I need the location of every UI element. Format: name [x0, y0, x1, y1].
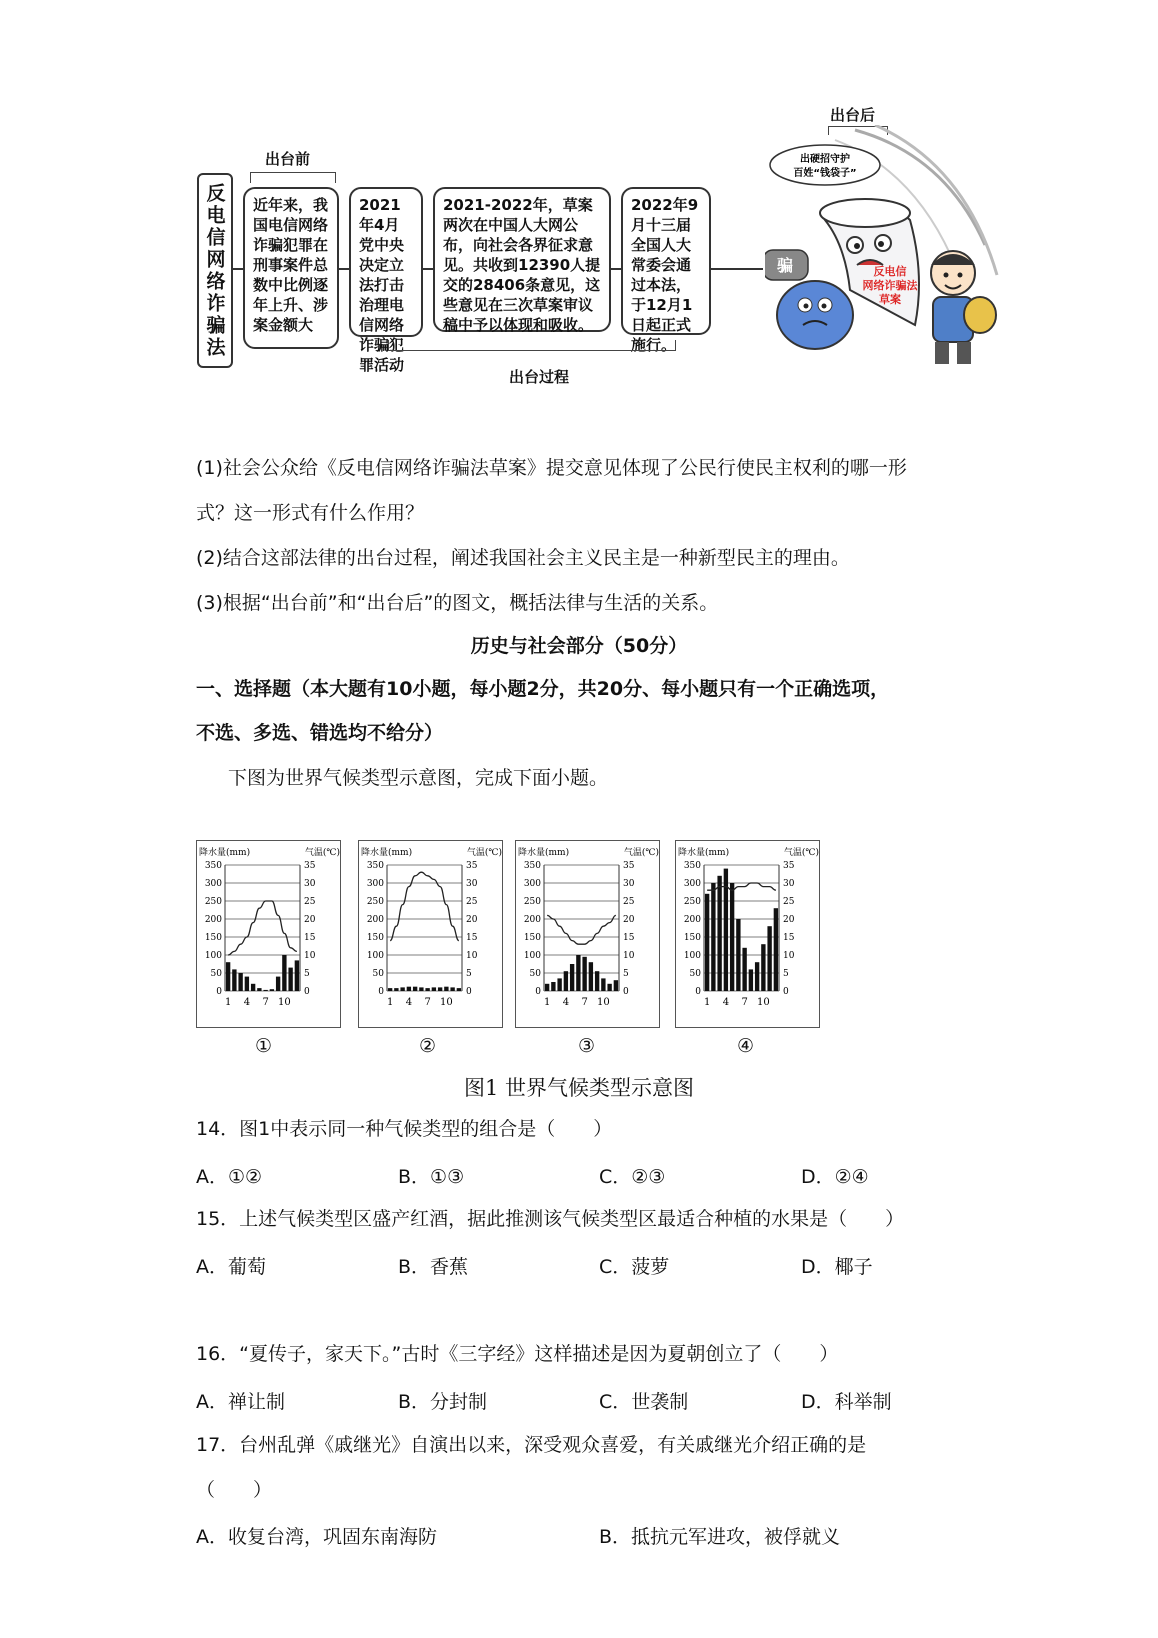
y2-axis-title: 气温(℃) — [466, 848, 502, 858]
y2-tick-label: 20 — [466, 915, 478, 925]
y-tick-label: 50 — [689, 969, 701, 979]
precip-bar — [245, 977, 249, 991]
y2-tick-label: 25 — [466, 897, 478, 907]
precip-bar — [711, 883, 715, 991]
precip-bar — [276, 977, 280, 991]
precip-bar — [407, 987, 411, 991]
x-tick-label: 7 — [581, 997, 588, 1008]
precip-bar — [545, 984, 549, 991]
y-tick-label: 350 — [204, 861, 222, 871]
chart-label-1: ① — [255, 1035, 273, 1057]
y2-tick-label: 30 — [783, 879, 795, 889]
precip-bar — [736, 919, 740, 991]
x-tick-label: 4 — [722, 997, 730, 1008]
x-tick-label: 10 — [757, 997, 770, 1008]
q14-option-a[interactable]: A．①② — [196, 1166, 263, 1188]
y2-tick-label: 5 — [783, 969, 789, 979]
temperature-line — [228, 901, 297, 955]
label-after: 出台后 — [830, 106, 876, 124]
y2-tick-label: 10 — [466, 951, 478, 961]
question-1-line2: 式？这一形式有什么作用？ — [196, 502, 425, 524]
x-tick-label: 1 — [386, 997, 394, 1008]
precip-bar — [413, 987, 417, 991]
x-tick-label: 4 — [405, 997, 413, 1008]
y-axis-title: 降水量(mm) — [199, 848, 251, 858]
chart-label-2: ② — [419, 1035, 437, 1057]
question-3: (3)根据“出台前”和“出台后”的图文，概括法律与生活的关系。 — [196, 592, 719, 614]
law-infographic — [0, 0, 1158, 430]
connector — [711, 268, 763, 270]
precip-bar — [388, 988, 392, 991]
precip-bar — [251, 984, 255, 991]
label-before: 出台前 — [265, 150, 311, 168]
precip-bar — [774, 908, 778, 991]
scroll-line1: 反电信 — [873, 265, 907, 278]
precip-bar — [730, 883, 734, 991]
y2-tick-label: 0 — [623, 987, 629, 997]
x-tick-label: 4 — [243, 997, 251, 1008]
precip-bar — [557, 978, 561, 991]
precip-bar — [564, 971, 568, 991]
x-tick-label: 7 — [424, 997, 431, 1008]
y-tick-label: 200 — [366, 915, 384, 925]
y-axis-title: 降水量(mm) — [361, 848, 413, 858]
y2-axis-title: 气温(℃) — [304, 848, 340, 858]
mc-header-line1: 一、选择题（本大题有10小题，每小题2分，共20分、每小题只有一个正确选项， — [196, 678, 890, 700]
y2-tick-label: 0 — [466, 987, 472, 997]
y-tick-label: 300 — [523, 879, 541, 889]
x-tick-label: 1 — [543, 997, 551, 1008]
y2-tick-label: 10 — [783, 951, 795, 961]
fraud-label: 骗 — [776, 256, 794, 275]
precip-bar — [749, 969, 753, 991]
y-tick-label: 150 — [523, 933, 541, 943]
q14-stem: 14．图1中表示同一种气候类型的组合是（ ） — [196, 1118, 613, 1140]
x-tick-label: 7 — [741, 997, 748, 1008]
chart-label-4: ④ — [737, 1035, 755, 1057]
y-tick-label: 100 — [366, 951, 384, 961]
x-tick-label: 10 — [597, 997, 610, 1008]
chart-intro: 下图为世界气候类型示意图，完成下面小题。 — [228, 767, 609, 789]
y2-tick-label: 25 — [623, 897, 635, 907]
box-drafting: 2021-2022年，草案两次在中国人大网公布，向社会各界征求意见。共收到12390人提交的28406条意见，这些意见在三次草案审议稿中予以体现和吸收。 — [433, 187, 611, 332]
brace-before — [250, 172, 336, 183]
precip-bar — [742, 948, 746, 991]
y-tick-label: 100 — [683, 951, 701, 961]
y-tick-label: 200 — [523, 915, 541, 925]
precip-bar — [270, 989, 274, 991]
chart-label-3: ③ — [578, 1035, 596, 1057]
precip-bar — [226, 962, 230, 991]
precip-bar — [282, 955, 286, 991]
y2-tick-label: 20 — [304, 915, 316, 925]
precip-bar — [457, 988, 461, 991]
y-tick-label: 150 — [366, 933, 384, 943]
law-title: 反电信网络诈骗法 — [203, 182, 226, 359]
y-tick-label: 50 — [529, 969, 541, 979]
question-1-line1: (1)社会公众给《反电信网络诈骗法草案》提交意见体现了公民行使民主权利的哪一形 — [196, 457, 907, 479]
box-background: 近年来，我国电信网络诈骗犯罪在刑事案件总数中比例逐年上升、涉案金额大 — [243, 187, 339, 349]
y2-tick-label: 0 — [783, 987, 789, 997]
precip-bar — [450, 987, 454, 991]
precip-bar — [238, 973, 242, 991]
y-tick-label: 250 — [204, 897, 222, 907]
precip-bar — [576, 955, 580, 991]
bubble-line1: 出硬招守护 — [800, 154, 850, 165]
y2-tick-label: 35 — [623, 861, 635, 871]
y2-tick-label: 0 — [304, 987, 310, 997]
q14-option-c[interactable]: C．②③ — [599, 1166, 666, 1188]
anti-fraud-cartoon — [765, 125, 1000, 370]
y-tick-label: 0 — [535, 987, 541, 997]
y-tick-label: 100 — [523, 951, 541, 961]
box-decision: 2021年4月党中央决定立法打击治理电信网络诈骗犯罪活动 — [349, 187, 423, 337]
y-tick-label: 200 — [204, 915, 222, 925]
precip-bar — [717, 876, 721, 991]
precip-bar — [394, 988, 398, 991]
y2-tick-label: 5 — [304, 969, 310, 979]
y-tick-label: 250 — [523, 897, 541, 907]
y2-tick-label: 20 — [783, 915, 795, 925]
climate-chart-4 — [675, 840, 820, 1028]
q15-option-c[interactable]: C．菠萝 — [599, 1256, 670, 1278]
precip-bar — [419, 987, 423, 991]
q15-option-b[interactable]: B．香蕉 — [398, 1256, 469, 1278]
temperature-line — [390, 872, 459, 940]
precip-bar — [589, 962, 593, 991]
y-tick-label: 200 — [683, 915, 701, 925]
mc-header-line2: 不选、多选、错选均不给分） — [196, 722, 444, 744]
y-tick-label: 0 — [695, 987, 701, 997]
y2-tick-label: 35 — [304, 861, 316, 871]
precip-bar — [761, 944, 765, 991]
y2-axis-title: 气温(℃) — [783, 848, 819, 858]
x-tick-label: 1 — [703, 997, 711, 1008]
x-tick-label: 10 — [278, 997, 291, 1008]
y2-tick-label: 15 — [623, 933, 635, 943]
q16-option-a[interactable]: A．禅让制 — [196, 1391, 285, 1413]
precip-bar — [767, 926, 771, 991]
y2-tick-label: 25 — [783, 897, 795, 907]
y-tick-label: 250 — [683, 897, 701, 907]
brace-process — [388, 340, 676, 351]
precip-bar — [614, 980, 618, 991]
precip-bar — [705, 894, 709, 991]
y2-tick-label: 30 — [466, 879, 478, 889]
climate-chart-3 — [515, 840, 660, 1028]
q16-option-c[interactable]: C．世袭制 — [599, 1391, 689, 1413]
y-tick-label: 300 — [204, 879, 222, 889]
precip-bar — [295, 960, 299, 991]
y2-tick-label: 35 — [783, 861, 795, 871]
connector — [233, 268, 243, 270]
precip-bar — [607, 984, 611, 991]
y-tick-label: 0 — [378, 987, 384, 997]
precip-bar — [257, 988, 261, 991]
q17-option-a[interactable]: A．收复台湾，巩固东南海防 — [196, 1526, 437, 1548]
y-tick-label: 100 — [204, 951, 222, 961]
y2-tick-label: 10 — [623, 951, 635, 961]
y-tick-label: 50 — [210, 969, 222, 979]
y2-axis-title: 气温(℃) — [623, 848, 659, 858]
figure-caption: 图1 世界气候类型示意图 — [463, 1076, 695, 1100]
q15-option-a[interactable]: A．葡萄 — [196, 1256, 266, 1278]
precip-bar — [582, 957, 586, 991]
law-title-box — [197, 173, 233, 368]
y-tick-label: 350 — [683, 861, 701, 871]
y-axis-title: 降水量(mm) — [678, 848, 730, 858]
section-title: 历史与社会部分（50分） — [470, 635, 688, 657]
y-tick-label: 250 — [366, 897, 384, 907]
y2-tick-label: 5 — [466, 969, 472, 979]
y2-tick-label: 15 — [466, 933, 478, 943]
climate-chart-1 — [196, 840, 341, 1028]
temperature-line — [547, 915, 616, 944]
q14-option-d[interactable]: D．②④ — [801, 1166, 869, 1188]
y-tick-label: 350 — [523, 861, 541, 871]
precip-bar — [400, 987, 404, 991]
y2-tick-label: 5 — [623, 969, 629, 979]
x-tick-label: 7 — [262, 997, 269, 1008]
q17-stem-line2: （ ） — [196, 1479, 273, 1501]
y-tick-label: 300 — [683, 879, 701, 889]
y2-tick-label: 35 — [466, 861, 478, 871]
precip-bar — [288, 968, 292, 991]
q15-stem: 15．上述气候类型区盛产红酒，据此推测该气候类型区最适合种植的水果是（ ） — [196, 1208, 905, 1230]
q15-option-d[interactable]: D．椰子 — [801, 1256, 873, 1278]
label-process: 出台过程 — [509, 368, 570, 386]
precip-bar — [570, 964, 574, 991]
connector — [611, 268, 621, 270]
connector — [339, 268, 349, 270]
scroll-line2: 网络诈骗法 — [862, 279, 918, 292]
scroll-line3: 草案 — [879, 293, 901, 306]
y-axis-title: 降水量(mm) — [518, 848, 570, 858]
x-tick-label: 10 — [440, 997, 453, 1008]
y-tick-label: 0 — [216, 987, 222, 997]
q16-option-b[interactable]: B．分封制 — [398, 1391, 488, 1413]
precip-bar — [438, 987, 442, 991]
q14-option-b[interactable]: B．①③ — [398, 1166, 465, 1188]
box-passage: 2022年9月十三届全国人大常委会通过本法，于12月1日起正式施行。 — [621, 187, 711, 335]
y2-tick-label: 25 — [304, 897, 316, 907]
precip-bar — [432, 987, 436, 991]
x-tick-label: 1 — [224, 997, 232, 1008]
question-2: (2)结合这部法律的出台过程，阐述我国社会主义民主是一种新型民主的理由。 — [196, 547, 850, 569]
y-tick-label: 150 — [683, 933, 701, 943]
y-tick-label: 300 — [366, 879, 384, 889]
y-tick-label: 350 — [366, 861, 384, 871]
precip-bar — [551, 982, 555, 991]
precip-bar — [425, 988, 429, 991]
y2-tick-label: 15 — [304, 933, 316, 943]
y2-tick-label: 30 — [304, 879, 316, 889]
bubble-line2: 百姓“钱袋子” — [793, 168, 857, 179]
y2-tick-label: 10 — [304, 951, 316, 961]
connector — [423, 268, 433, 270]
x-tick-label: 4 — [562, 997, 570, 1008]
q16-option-d[interactable]: D．科举制 — [801, 1391, 892, 1413]
precip-bar — [232, 969, 236, 991]
precip-bar — [263, 990, 267, 991]
q17-option-b[interactable]: B．抵抗元军进攻，被俘就义 — [599, 1526, 841, 1548]
climate-chart-2 — [358, 840, 503, 1028]
precip-bar — [595, 971, 599, 991]
y2-tick-label: 30 — [623, 879, 635, 889]
y-tick-label: 150 — [204, 933, 222, 943]
precip-bar — [444, 987, 448, 991]
y2-tick-label: 15 — [783, 933, 795, 943]
precip-bar — [755, 962, 759, 991]
q16-stem: 16．“夏传子，家天下。”古时《三字经》这样描述是因为夏朝创立了（ ） — [196, 1343, 839, 1365]
precip-bar — [601, 978, 605, 991]
y2-tick-label: 20 — [623, 915, 635, 925]
q17-stem: 17．台州乱弹《戚继光》自演出以来，深受观众喜爱，有关戚继光介绍正确的是 — [196, 1434, 867, 1456]
y-tick-label: 50 — [372, 969, 384, 979]
